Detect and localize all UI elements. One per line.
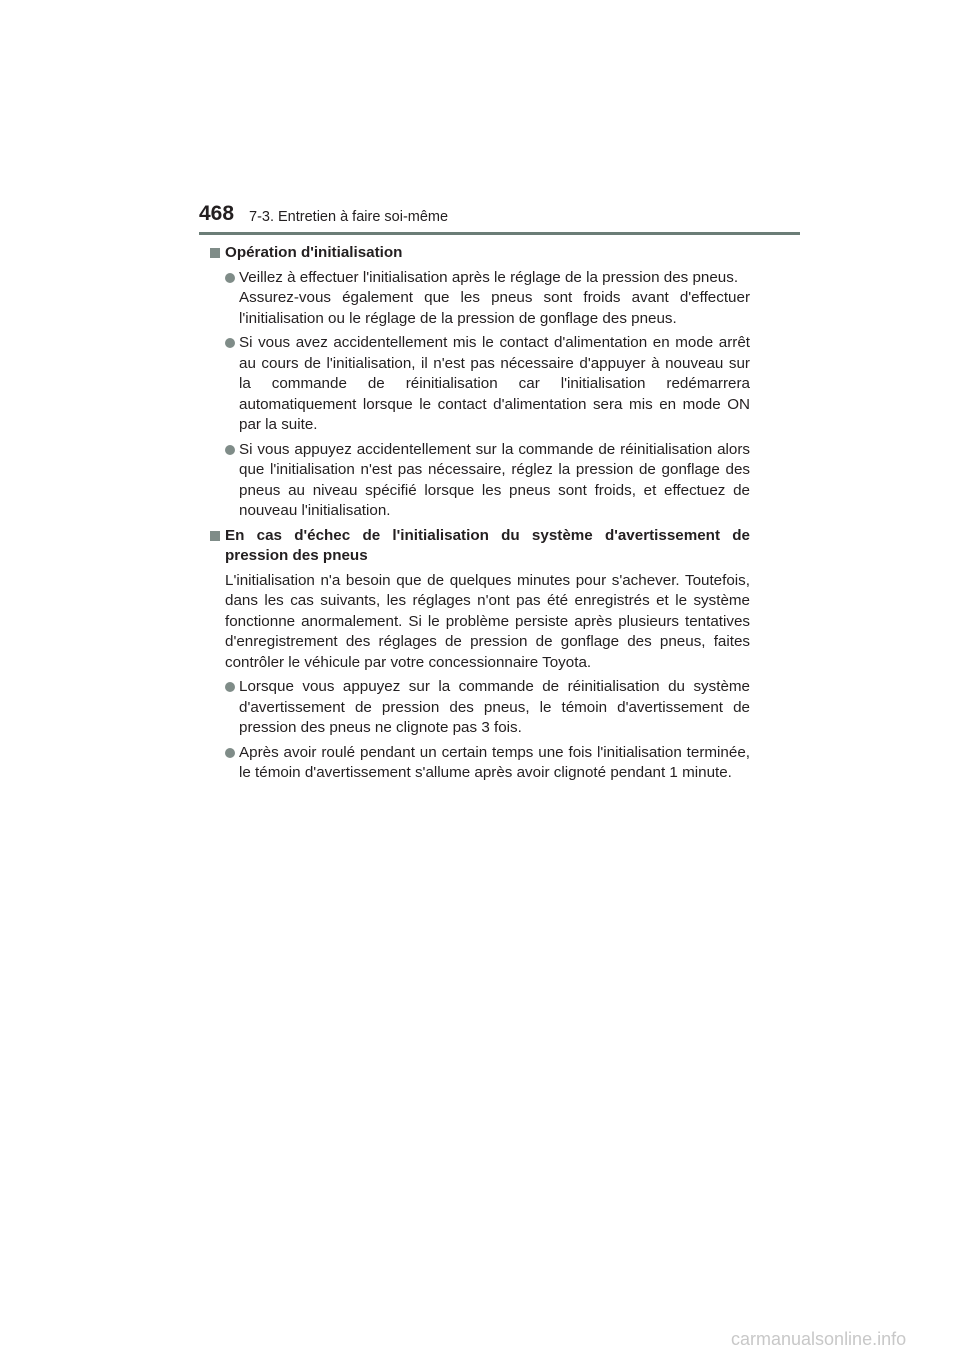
section-intro: L'initialisation n'a besoin que de quelques minutes pour s'achever. Toutefois, dans les cas suivants, les réglages n'ont pas été enregistrés et le système fonctionne anormalement. Si le problème persiste après plusieurs tentatives d'enregistrement des réglages de pression de gonflage des pneus, faites contrôler le véhicule par votre concessionnaire Toyota. (225, 571, 750, 671)
list-item-continuation: Assurez-vous également que les pneus sont froids avant d'effectuer l'initialisation ou le réglage de la pression de gonflage des pneus. (239, 289, 750, 327)
square-bullet-icon (210, 531, 220, 541)
section-heading-text: Opération d'initialisation (225, 244, 403, 261)
circle-bullet-icon (225, 748, 235, 758)
circle-bullet-icon (225, 445, 235, 455)
list-item-text: Si vous appuyez accidentellement sur la commande de réinitialisation alors que l'initialisation n'est pas nécessaire, réglez la pression de gonflage des pneus au niveau spécifié lorsque les pneus sont froids, et effectuez de nouveau l'initialisation. (239, 440, 750, 519)
list-item-text: Après avoir roulé pendant un certain temps une fois l'initialisation terminée, le témoin d'avertissement s'allume après avoir clignoté pendant 1 minute. (239, 743, 750, 781)
watermark: carmanualsonline.info (731, 1329, 907, 1349)
circle-bullet-icon (225, 682, 235, 692)
list-item (210, 743, 750, 784)
square-bullet-icon (210, 248, 220, 258)
circle-bullet-icon (225, 273, 235, 283)
list-item (210, 677, 750, 739)
section-heading-text: En cas d'échec de l'initialisation du système d'avertissement de pression des pneus (225, 526, 750, 564)
section-heading (210, 243, 750, 264)
list-item (210, 268, 750, 330)
section-header: 7-3. Entretien à faire soi-même (249, 209, 449, 225)
section-heading (210, 526, 750, 567)
page-number: 468 (199, 202, 235, 225)
main-content (210, 243, 750, 788)
list-item (210, 440, 750, 522)
list-item (210, 333, 750, 436)
list-item-text: Si vous avez accidentellement mis le contact d'alimentation en mode arrêt au cours de l'initialisation, il n'est pas nécessaire d'appuyer à nouveau sur la commande de réinitialisation car l'initialisation redémarrera automatiquement lorsque le contact d'alimentation sera mis en mode ON par la suite. (239, 334, 750, 433)
circle-bullet-icon (225, 338, 235, 348)
list-item-text: Veillez à effectuer l'initialisation après le réglage de la pression des pneus. (239, 268, 739, 286)
list-item-text: Lorsque vous appuyez sur la commande de réinitialisation du système d'avertissement de pression des pneus, le témoin d'avertissement de pression des pneus ne clignote pas 3 fois. (239, 678, 750, 736)
header-rule (199, 232, 800, 235)
